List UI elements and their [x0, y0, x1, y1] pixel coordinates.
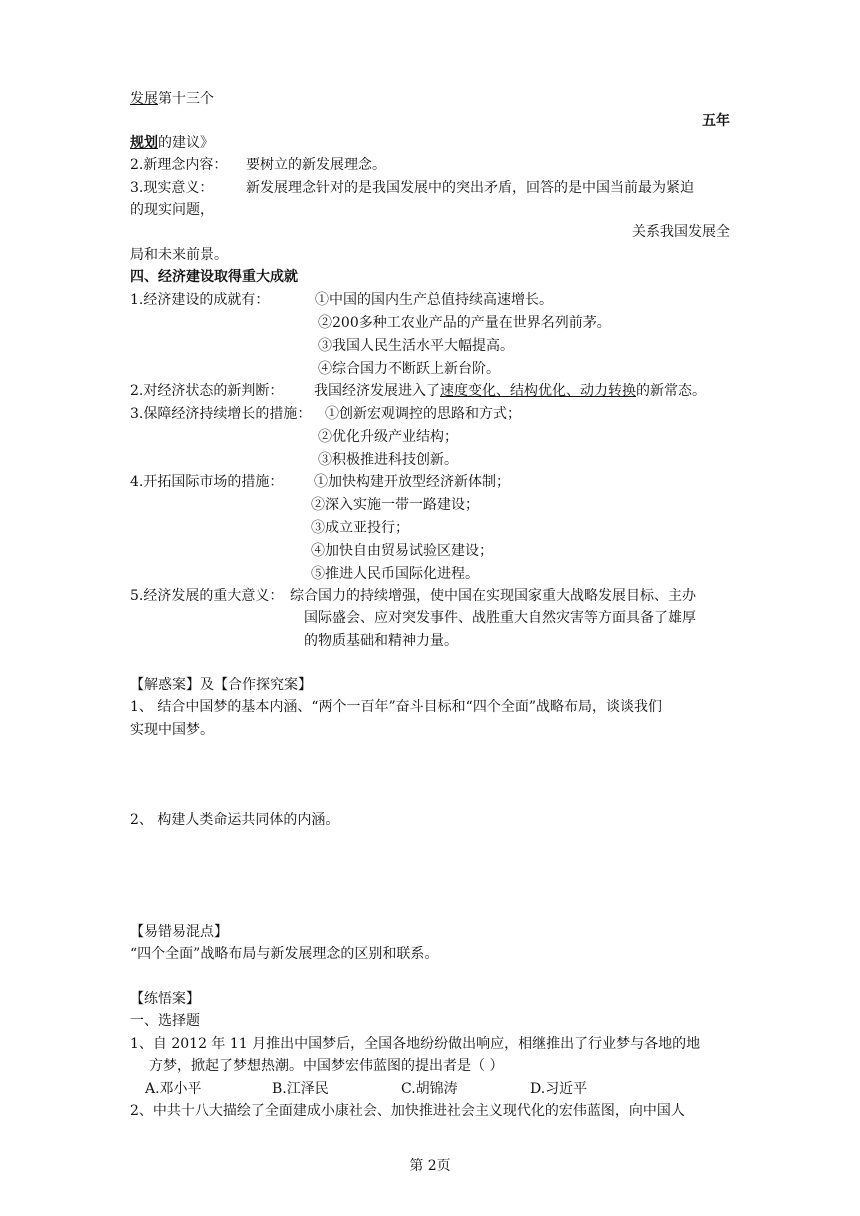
five-year-text: 五年 [702, 113, 730, 129]
practice-question-2: 2、中共十八大描绘了全面建成小康社会、加快推进社会主义现代化的宏伟蓝图，向中国人 [130, 1103, 685, 1119]
market-label: 4.开拓国际市场的措施： [130, 474, 284, 490]
significance-line: 综合国力的持续增强，使中国在实现国家重大战略发展目标、主办 [290, 588, 696, 604]
achievement-item: ④综合国力不断跃上新台阶。 [318, 361, 500, 377]
measure-item: ③积极推进科技创新。 [318, 452, 458, 468]
explore-heading: 【解惑案】及【合作探究案】 [130, 677, 312, 693]
confuse-heading: 【易错易混点】 [130, 924, 228, 940]
achievement-item: ③我国人民生活水平大幅提高。 [318, 338, 514, 354]
market-item: ③成立亚投行； [311, 520, 409, 536]
meaning-text-4: 局和未来前景。 [130, 247, 228, 263]
judgment-label: 2.对经济状态的新判断： [130, 383, 284, 399]
practice-question-1: 1、自 2012 年 11 月推出中国梦后，全国各地纷纷做出响应，相继推出了行业梦与各地的地 [130, 1036, 701, 1052]
measures-label: 3.保障经济持续增长的措施： [130, 406, 312, 422]
meaning-text-2: 的现实问题， [130, 202, 214, 218]
explore-question-1: 1、 结合中国梦的基本内涵、“两个一百年”奋斗目标和“四个全面”战略布局，谈谈我们 [130, 699, 662, 715]
practice-question-1-cont: 方梦，掀起了梦想热潮。中国梦宏伟蓝图的提出者是（ ） [149, 1058, 504, 1074]
intro-line-3: 规划的建议》 [130, 135, 214, 151]
confuse-text: “四个全面”战略布局与新发展理念的区别和联系。 [130, 946, 439, 962]
significance-line: 国际盛会、应对突发事件、战胜重大自然灾害等方面具备了雄厚 [304, 610, 696, 626]
explore-question-1-cont: 实现中国梦。 [130, 722, 214, 738]
explore-question-2: 2、 构建人类命运共同体的内涵。 [130, 812, 340, 828]
measure-item: ②优化升级产业结构； [318, 429, 458, 445]
measure-item: ①创新宏观调控的思路和方式； [325, 406, 521, 422]
market-item: ⑤推进人民币国际化进程。 [311, 566, 479, 582]
meaning-text-3: 关系我国发展全 [632, 224, 730, 240]
new-concept-content-label: 2.新理念内容： [130, 157, 228, 173]
option-c: C.胡锦涛 [401, 1081, 458, 1097]
meaning-text-1: 新发展理念针对的是我国发展中的突出矛盾，回答的是中国当前最为紧迫 [246, 180, 694, 196]
intro-line-1: 发展第十三个 [130, 91, 214, 107]
significance-line: 的物质基础和精神力量。 [304, 633, 458, 649]
market-item: ①加快构建开放型经济新体制； [314, 474, 510, 490]
market-item: ④加快自由贸易试验区建设； [311, 543, 493, 559]
underlined-text: 发展 [130, 91, 158, 107]
significance-label: 5.经济发展的重大意义： [130, 588, 284, 604]
market-item: ②深入实施一带一路建设； [311, 497, 479, 513]
option-b: B.江泽民 [272, 1081, 329, 1097]
practice-heading: 【练悟案】 [130, 991, 200, 1007]
meaning-label: 3.现实意义： [130, 180, 214, 196]
section-heading: 四、经济建设取得重大成就 [130, 269, 298, 285]
achievement-item: ①中国的国内生产总值持续高速增长。 [315, 292, 553, 308]
judgment-text: 我国经济发展进入了速度变化、结构优化、动力转换的新常态。 [314, 383, 706, 399]
achievements-label: 1.经济建设的成就有： [130, 292, 270, 308]
achievement-item: ②200多种工农业产品的产量在世界名列前茅。 [318, 315, 611, 331]
option-a: A.邓小平 [145, 1081, 202, 1097]
practice-subheading: 一、选择题 [130, 1013, 200, 1029]
option-d: D.习近平 [530, 1081, 588, 1097]
new-concept-content-text: 要树立的新发展理念。 [246, 157, 386, 173]
page-number: 第 2页 [409, 1158, 451, 1174]
